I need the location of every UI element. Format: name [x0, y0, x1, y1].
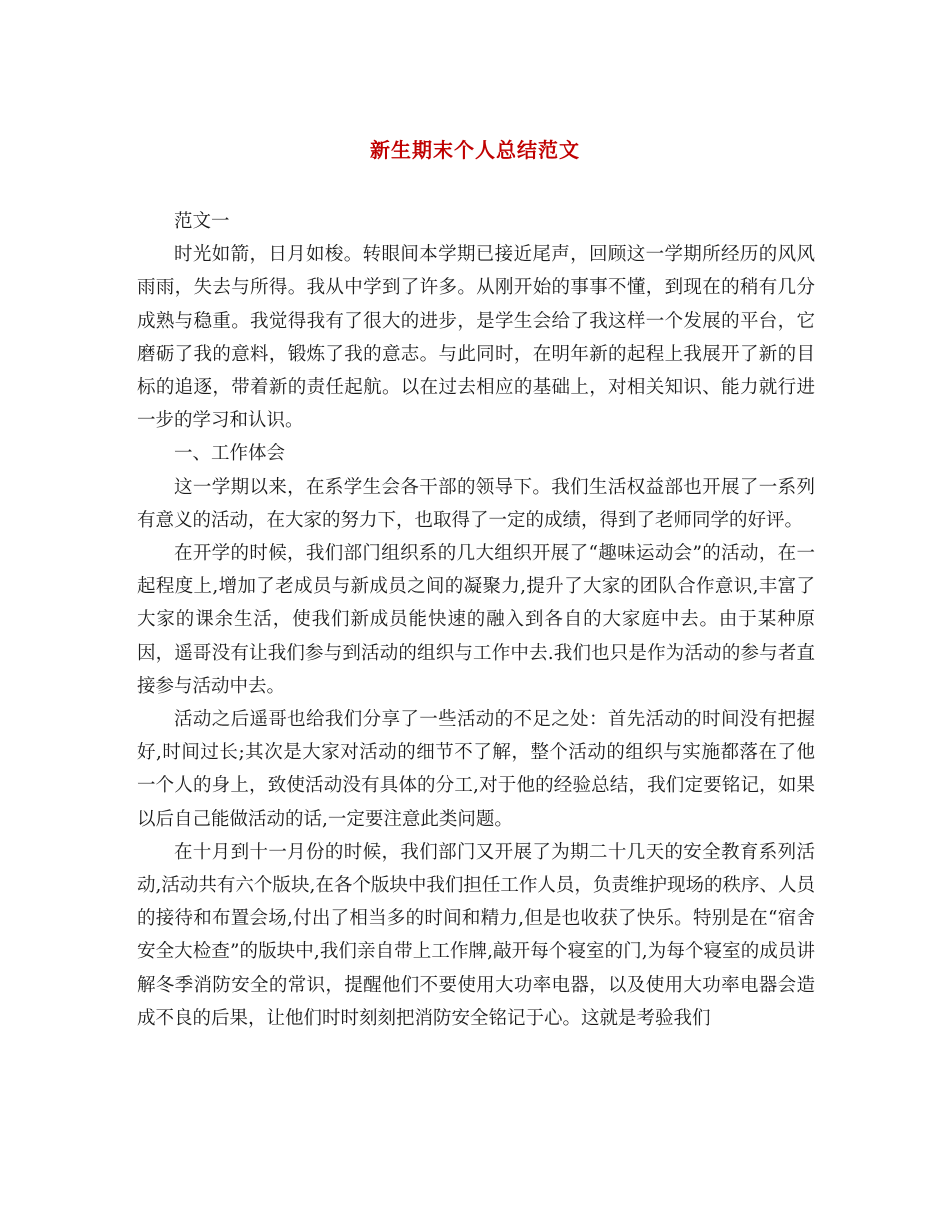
- paragraph: 活动之后遥哥也给我们分享了一些活动的不足之处：首先活动的时间没有把握好,时间过长;其次是大家对活动的细节不了解，整个活动的组织与实施都落在了他一个人的身上，致使活动没有具体的分工,对于他的经验总结，我们定要铭记，如果以后自己能做活动的话,一定要注意此类问题。: [137, 709, 815, 830]
- document-title: 新生期末个人总结范文: [370, 138, 580, 162]
- paragraph: 在开学的时候，我们部门组织系的几大组织开展了“趣味运动会”的活动，在一起程度上,增加了老成员与新成员之间的凝聚力,提升了大家的团队合作意识,丰富了大家的课余生活，使我们新成员能快速的融入到各自的大家庭中去。由于某种原因，遥哥没有让我们参与到活动的组织与工作中去.我们也只是作为活动的参与者直接参与活动中去。: [137, 543, 815, 697]
- paragraph: 时光如箭，日月如梭。转眼间本学期已接近尾声，回顾这一学期所经历的风风雨雨，失去与所得。我从中学到了许多。从刚开始的事事不懂，到现在的稍有几分成熟与稳重。我觉得我有了很大的进步，是学生会给了我这样一个发展的平台，它磨砺了我的意料，锻炼了我的意志。与此同时，在明年新的起程上我展开了新的目标的追逐，带着新的责任起航。以在过去相应的基础上，对相关知识、能力就行进一步的学习和认识。: [137, 244, 815, 432]
- section-label: 范文一: [174, 211, 230, 232]
- section-heading: 一、工作体会: [174, 443, 286, 465]
- paragraph: 在十月到十一月份的时候，我们部门又开展了为期二十几天的安全教育系列活动,活动共有六个版块,在各个版块中我们担任工作人员，负责维护现场的秩序、人员的接待和布置会场,付出了相当多的时间和精力,但是也收获了快乐。特别是在“宿舍安全大检查”的版块中,我们亲自带上工作牌,敲开每个寝室的门,为每个寝室的成员讲解冬季消防安全的常识，提醒他们不要使用大功率电器，以及使用大功率电器会造成不良的后果，让他们时时刻刻把消防安全铭记于心。这就是考验我们: [137, 841, 815, 1029]
- paragraph: 这一学期以来，在系学生会各干部的领导下。我们生活权益部也开展了一系列有意义的活动，在大家的努力下，也取得了一定的成绩，得到了老师同学的好评。: [137, 476, 815, 531]
- document-body: [137, 205, 815, 1035]
